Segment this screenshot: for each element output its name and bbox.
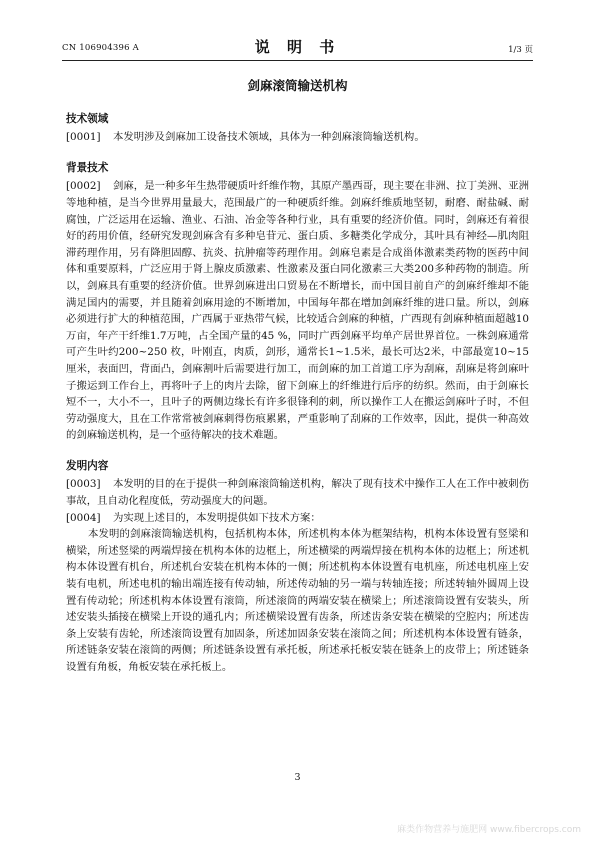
section-heading-background: 背景技术: [66, 161, 109, 174]
paragraph-text: 为实现上述目的，本发明提供如下技术方案：: [113, 511, 321, 524]
paragraph-text: 剑麻，是一种多年生热带硬质叶纤维作物，其原产墨西哥，现主要在非洲、拉丁美洲、亚洲等地种植，是当今世界用量最大，范围最广的一种硬质纤维。剑麻纤维质地坚韧，耐磨、耐盐碱、耐腐蚀，广泛运用在运输、渔业、石油、冶金等各种行业，具有重要的经济价值。同时，剑麻还有着很好的药用价值，经研究发现剑麻含有多种皂苷元、蛋白质、多糖类化学成分，其叶具有神经—肌肉阻滞药理作用，另有降胆固醇、抗炎、抗肿瘤等药理作用。剑麻皂素是合成甾体激素类药物的医药中间体和重要原料，广泛应用于肾上腺皮质激素、性激素及蛋白同化激素三大类200多种药物的制造。所以，剑麻具有重要的经济价值。世界剑麻进出口贸易在不断增长，而中国目前自产的剑麻纤维却不能满足国内的需要，并且随着剑麻用途的不断增加，中国每年都在增加剑麻纤维的进口量。所以，剑麻必须进行扩大的种植范围，广西属于亚热带气候，比较适合剑麻的种植，广西现有剑麻种植面超越10万亩，年产干纤维1.7万吨，占全国产量的45 %，同时广西剑麻平均单产居世界首位。一株剑麻通常可产生叶约200~250 枚，叶刚直，肉质，剑形，通常长1~1.5米，最长可达2米，中部最宽10~15厘米，表面凹，背面凸，剑麻割叶后需要进行加工，而剑麻的加工首道工序为刮麻，刮麻是将剑麻叶子搬运到工作台上，再将叶子上的肉片去除，留下剑麻上的纤维进行后序的纺织。然而，由于剑麻长短不一，大小不一，且叶子的两侧边缘长有许多很锋利的刺，所以操作工人在搬运剑麻叶子时，不但劳动强度大，且在工作常常被剑麻刺得伤痕累累，严重影响了刮麻的工作效率，因此，提供一种高效的剑麻输送机构，是一个亟待解决的技术难题。: [66, 180, 529, 442]
page-header: [62, 34, 533, 58]
summary-body-paragraph: 本发明的剑麻滚筒输送机构，包括机构本体，所述机构本体为框架结构，机构本体设置有竖梁和横梁，所述竖梁的两端焊接在机构本体的边框上，所述横梁的两端焊接在机构本体的边框上；所述机构本体设置有机台，所述机台安装在机构本体的一侧；所述机构本体设置有电机座，所述电机座上安装有电机，所述电机的输出端连接有传动轴，所述传动轴的另一端与转轴连接；所述转轴外圆周上设置有传动轮；所述机构本体设置有滚筒，所述滚筒的两端安装在横梁上；所述滚筒设置有安装头，所述安装头插接在横梁上开设的通孔内；所述横梁设置有齿条，所述齿条安装在横梁的空腔内；所述齿条上安装有齿轮，所述滚筒设置有加固条，所述加固条安装在滚筒之间；所述机构本体设置有链条，所述链条安装在滚筒的两侧；所述链条设置有承托板，所述承托板安装在链条上的皮带上；所述链条设置有角板，角板安装在承托板上。: [66, 528, 529, 673]
header-divider: [62, 60, 533, 61]
paragraph-0002: [66, 178, 529, 444]
page-indicator: 1/3 页: [508, 45, 533, 55]
paragraph-0001: [66, 129, 529, 146]
document-title: 剑麻滚筒输送机构: [247, 78, 348, 93]
section-heading-field: 技术领域: [66, 112, 109, 125]
section-heading-summary: 发明内容: [66, 459, 109, 472]
paragraph-0004: [66, 510, 529, 527]
paragraph-number: [0003]: [66, 478, 101, 491]
paragraph-number: [0002]: [66, 180, 101, 193]
paragraph-number: [0004]: [66, 511, 101, 524]
paragraph-text: 本发明的目的在于提供一种剑麻滚筒输送机构，解决了现有技术中操作工人在工作中被刺伤事故，且自动化程度低，劳动强度大的问题。: [66, 478, 529, 508]
document-body: [66, 76, 529, 676]
paragraph-number: [0001]: [66, 131, 101, 144]
site-watermark: 麻类作物营养与施肥网 www.fibercrops.com: [397, 825, 581, 835]
paragraph-text: 本发明涉及剑麻加工设备技术领域，具体为一种剑麻滚筒输送机构。: [113, 131, 425, 144]
paragraph-0003: [66, 476, 529, 509]
doc-type-label: 说 明 书: [254, 38, 341, 56]
page-number: 3: [294, 772, 301, 783]
patent-number: CN 106904396 A: [62, 43, 139, 53]
